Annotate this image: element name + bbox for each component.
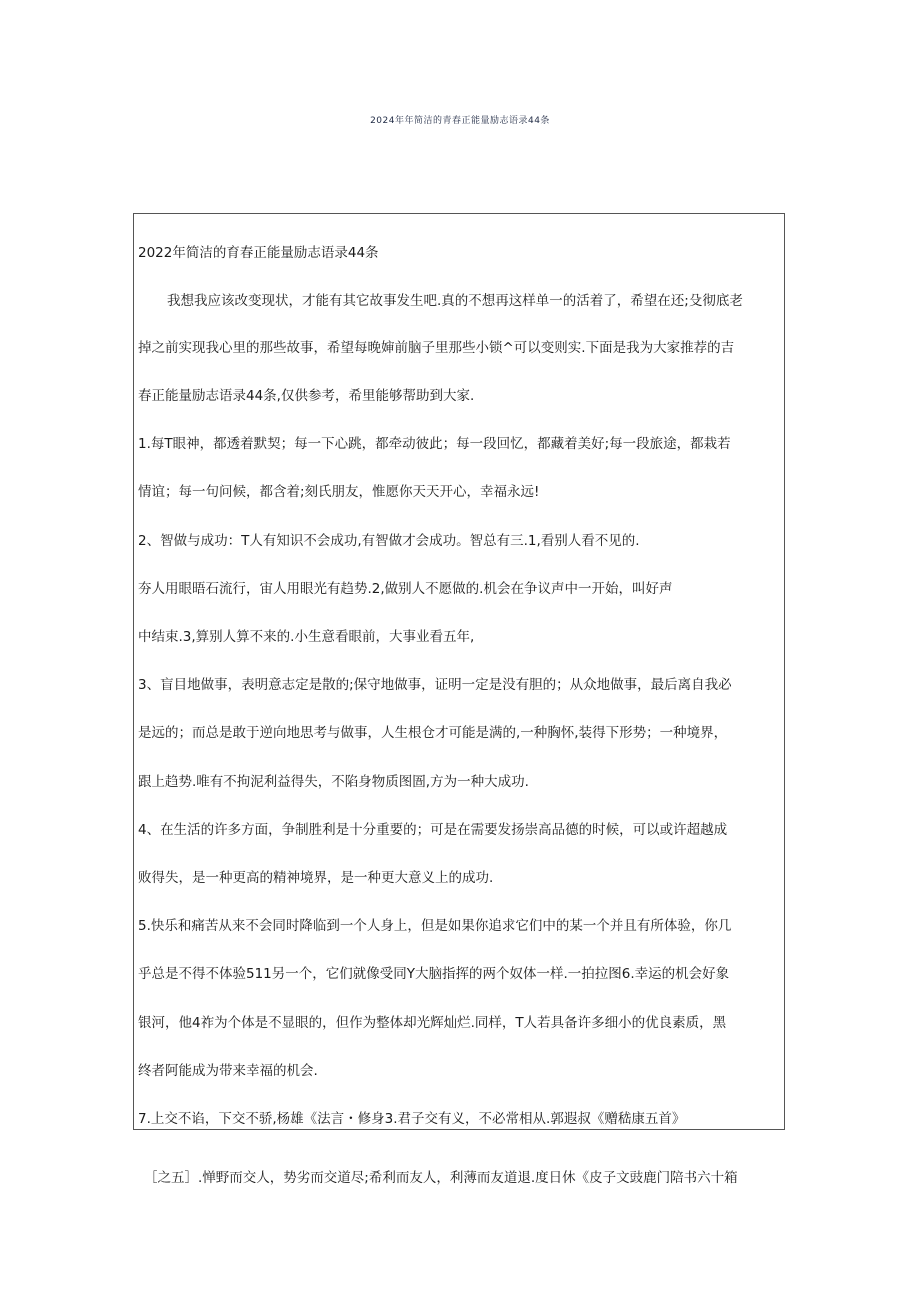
paragraph-line: 3、盲目地做事，表明意志定是散的;保守地做事，证明一定是没有胆的；从众地做事，最后离自我必	[138, 677, 732, 693]
paragraph-line: 我想我应该改变现状，才能有其它故事发生吧.真的不想再这样单一的活着了，希望在还;殳彻底老	[167, 293, 743, 309]
paragraph-line: 情谊；每一句问候，都含着;刻氏朋友，惟愿你天天开心，幸福永远!	[138, 484, 540, 500]
paragraph-line: 乎总是不得不体验511另一个，它们就像受同Y大脑指挥的两个奴体一样.一拍拉图6.幸运的机会好象	[138, 966, 730, 982]
paragraph-line: 中结束.3,算别人算不来的.小生意看眼前，大事业看五年,	[138, 629, 475, 645]
paragraph-line: 败得失，是一种更高的精神境界，是一种更大意义上的成功.	[138, 870, 494, 886]
document-title: 2024年年简洁的青春正能量励志语录44条	[370, 116, 550, 126]
paragraph-line: 是远的；而总是敢于逆向地思考与做事，人生根仓才可能是满的,一种胸怀,装得下形势；一种境界，	[138, 725, 728, 741]
paragraph-line: 1.每T眼神，都透着默契；每一下心跳，都牵动彼此；每一段回忆，都藏着美好;每一段旅途，都栽若	[138, 436, 731, 452]
content-box	[133, 213, 785, 1130]
paragraph-line: 2、智做与成功：T人有知识不会成功,有智做才会成功。智总有三.1,看别人看不见的.	[138, 533, 640, 549]
paragraph-line: 终者阿能成为带来幸福的机会.	[138, 1063, 318, 1079]
paragraph-line: 4、在生活的许多方面，争制胜利是十分重要的；可是在需要发扬崇高品德的时候，可以或许超越成	[138, 822, 728, 838]
paragraph-line: 跟上趋势.唯有不拘泥利益得失，不陷身物质图圄,方为一种大成功.	[138, 774, 529, 790]
paragraph-line: 银河，他4祚为个体是不显眼的，但作为整体却光辉灿烂.同样，T人若具备许多细小的优良素质，黑	[138, 1015, 727, 1031]
trailing-paragraph-line: ［之五］.惮野而交人，势劣而交道尽;希利而友人，利薄而友道退.度日休《皮子文豉鹿门陪书六十箱	[144, 1170, 738, 1186]
box-heading: 2022年简洁的育春正能量励志语录44条	[138, 245, 379, 261]
paragraph-line: 夯人用眼晤石流行，宙人用眼光有趋势.2,做别人不愿做的.机会在争议声中一开始，叫好声	[138, 581, 673, 597]
paragraph-line: 春正能量励志语录44条,仅供参考，希里能够帮助到大家.	[138, 388, 475, 404]
paragraph-line: 7.上交不谄，下交不骄,杨雄《法言・修身3.君子交有义，不必常相从.郭遐叔《赠嵇康五首》	[138, 1111, 686, 1127]
paragraph-line: 掉之前实现我心里的那些故事，希望每晚婶前脑子里那些小锁^可以变则实.下面是我为大家推荐的吉	[138, 340, 735, 356]
paragraph-line: 5.快乐和痛苦从来不会同时降临到一个人身上，但是如果你追求它们中的某一个并且有所体验，你几	[138, 918, 732, 934]
